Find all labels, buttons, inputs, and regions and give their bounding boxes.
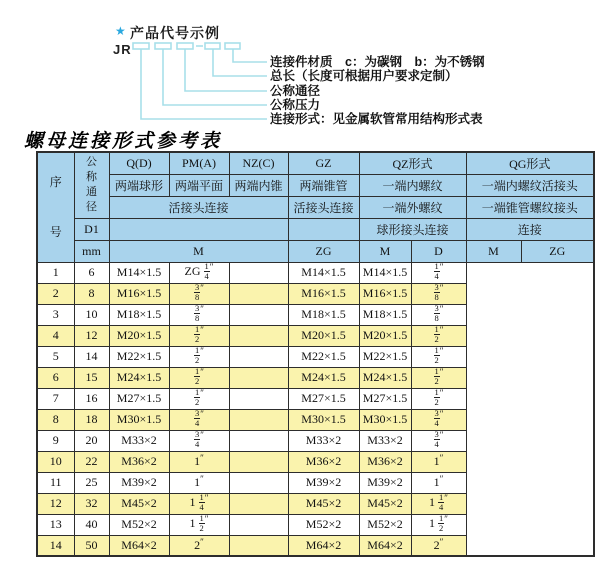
table-row (37, 430, 594, 451)
cell-qz-d: M20×1.5 (288, 325, 359, 346)
table-row (37, 367, 594, 388)
header-gz-connection: 活接头连接 (288, 196, 359, 218)
table-row (37, 472, 594, 493)
cell-qg-zg: 1 $\frac{1}{4}$ ″ (411, 493, 466, 514)
cell-diameter-mm: 18 (74, 409, 109, 430)
header-qg-m: M (466, 240, 521, 262)
code-box-1 (133, 43, 149, 49)
cell-qz-m (229, 514, 288, 535)
cell-diameter-mm: 40 (74, 514, 109, 535)
cell-qz-m (229, 262, 288, 283)
cell-qz-d: M14×1.5 (288, 262, 359, 283)
cell-thread-m: M14×1.5 (109, 262, 169, 283)
cell-qg-m: M45×2 (359, 493, 411, 514)
code-box-3 (177, 43, 193, 49)
cell-qg-m: M16×1.5 (359, 283, 411, 304)
cell-qz-m (229, 451, 288, 472)
header-qz-desc2: 一端外螺纹 (359, 196, 466, 218)
header-nz: NZ(C) (229, 152, 288, 174)
table-row (37, 346, 594, 367)
callout-line-3 (185, 49, 267, 91)
cell-qz-d: M24×1.5 (288, 367, 359, 388)
cell-gz-zg: $\frac{3}{8}$ ″ (169, 283, 229, 304)
table-header (37, 152, 594, 262)
header-union-connection: 活接头连接 (109, 196, 288, 218)
cell-serial: 13 (37, 514, 74, 535)
cell-serial: 10 (37, 451, 74, 472)
table-row (37, 388, 594, 409)
cell-diameter-mm: 50 (74, 535, 109, 556)
cell-qg-zg: 1 $\frac{1}{2}$ ″ (411, 514, 466, 535)
callout-diameter: 公称通径 (270, 84, 321, 98)
cell-qz-d: M36×2 (288, 451, 359, 472)
cell-thread-m: M27×1.5 (109, 388, 169, 409)
header-qg-zg: ZG (521, 240, 594, 262)
cell-thread-m: M30×1.5 (109, 409, 169, 430)
cell-qz-d: M22×1.5 (288, 346, 359, 367)
cell-qz-d: M16×1.5 (288, 283, 359, 304)
callout-line-5 (141, 49, 267, 119)
header-unit: mm (74, 240, 109, 262)
cell-diameter-mm: 20 (74, 430, 109, 451)
cell-qz-d: M39×2 (288, 472, 359, 493)
header-gz: GZ (288, 152, 359, 174)
header-d1: D1 (74, 218, 109, 240)
cell-qg-m: M27×1.5 (359, 388, 411, 409)
header-qz-connection: 球形接头连接 (359, 218, 466, 240)
table-row (37, 409, 594, 430)
cell-thread-m: M39×2 (109, 472, 169, 493)
header-qz-form: QZ形式 (359, 152, 466, 174)
cell-qg-zg: $\frac{1}{2}$ ″ (411, 346, 466, 367)
cell-qz-m (229, 430, 288, 451)
cell-thread-m: M45×2 (109, 493, 169, 514)
table-title: 螺母连接形式参考表 (24, 131, 223, 152)
cell-serial: 2 (37, 283, 74, 304)
cell-gz-zg: 2″ (169, 535, 229, 556)
table-row (37, 514, 594, 535)
header-m: M (109, 240, 288, 262)
cell-serial: 4 (37, 325, 74, 346)
cell-qg-m: M14×1.5 (359, 262, 411, 283)
header-serial: 序号 (37, 152, 74, 262)
cell-thread-m: M36×2 (109, 451, 169, 472)
cell-diameter-mm: 12 (74, 325, 109, 346)
cell-gz-zg: $\frac{1}{2}$ ″ (169, 388, 229, 409)
cell-thread-m: M33×2 (109, 430, 169, 451)
cell-thread-m: M16×1.5 (109, 283, 169, 304)
cell-qg-m: M33×2 (359, 430, 411, 451)
cell-qz-m (229, 493, 288, 514)
header-zg: ZG (288, 240, 359, 262)
cell-qg-m: M24×1.5 (359, 367, 411, 388)
cell-qz-d: M52×2 (288, 514, 359, 535)
cell-gz-zg: $\frac{3}{4}$ ″ (169, 409, 229, 430)
code-box-4 (205, 43, 220, 49)
cell-qg-zg: 2″ (411, 535, 466, 556)
table-row (37, 535, 594, 556)
cell-qz-m (229, 283, 288, 304)
callout-connection-form: 连接形式：见金属软管常用结构形式表 (270, 112, 483, 126)
cell-serial: 7 (37, 388, 74, 409)
cell-qz-m (229, 472, 288, 493)
callout-pressure: 公称压力 (270, 98, 321, 112)
cell-diameter-mm: 14 (74, 346, 109, 367)
code-box-5 (225, 43, 240, 49)
cell-gz-zg: 1 $\frac{1}{4}$ ″ (169, 493, 229, 514)
cell-gz-zg: ZG $\frac{1}{4}$ ″ (169, 262, 229, 283)
table-row (37, 304, 594, 325)
cell-qz-d: M18×1.5 (288, 304, 359, 325)
cell-diameter-mm: 25 (74, 472, 109, 493)
cell-qg-zg: 1″ (411, 451, 466, 472)
cell-thread-m: M64×2 (109, 535, 169, 556)
cell-thread-m: M22×1.5 (109, 346, 169, 367)
header-qg-form: QG形式 (466, 152, 594, 174)
cell-qg-m: M52×2 (359, 514, 411, 535)
cell-serial: 9 (37, 430, 74, 451)
cell-diameter-mm: 22 (74, 451, 109, 472)
cell-serial: 14 (37, 535, 74, 556)
header-qz-m: M (359, 240, 411, 262)
cell-qz-d: M45×2 (288, 493, 359, 514)
table-row (37, 283, 594, 304)
cell-qg-m: M18×1.5 (359, 304, 411, 325)
cell-qg-zg: $\frac{3}{8}$ ″ (411, 283, 466, 304)
header-qg-desc2: 一端锥管螺纹接头 (466, 196, 594, 218)
cell-diameter-mm: 10 (74, 304, 109, 325)
cell-gz-zg: $\frac{3}{4}$ ″ (169, 430, 229, 451)
table-row (37, 493, 594, 514)
header-nz-desc: 两端内锥 (229, 174, 288, 196)
header-diameter: 公称通径 (74, 152, 109, 218)
cell-gz-zg: 1 $\frac{1}{2}$ ″ (169, 514, 229, 535)
cell-gz-zg: $\frac{1}{2}$ ″ (169, 325, 229, 346)
cell-gz-zg: $\frac{3}{8}$ ″ (169, 304, 229, 325)
cell-qz-d: M30×1.5 (288, 409, 359, 430)
cell-qz-m (229, 367, 288, 388)
cell-gz-zg: $\frac{1}{2}$ ″ (169, 367, 229, 388)
cell-diameter-mm: 16 (74, 388, 109, 409)
star-icon: ★ (115, 24, 126, 38)
callout-length: 总长（长度可根据用户要求定制） (270, 69, 458, 83)
cell-serial: 1 (37, 262, 74, 283)
cell-gz-zg: 1″ (169, 451, 229, 472)
table-row (37, 325, 594, 346)
cell-qz-d: M64×2 (288, 535, 359, 556)
diagram-heading: 产品代号示例 (130, 25, 220, 41)
callout-line-1 (233, 49, 267, 62)
table-row (37, 262, 594, 283)
header-q: Q(D) (109, 152, 169, 174)
cell-qz-m (229, 304, 288, 325)
header-qg-desc1: 一端内螺纹活接头 (466, 174, 594, 196)
cell-thread-m: M52×2 (109, 514, 169, 535)
callout-line-4 (163, 49, 267, 105)
cell-qz-d: M27×1.5 (288, 388, 359, 409)
cell-qg-m: M39×2 (359, 472, 411, 493)
cell-serial: 5 (37, 346, 74, 367)
cell-serial: 6 (37, 367, 74, 388)
cell-serial: 8 (37, 409, 74, 430)
cell-qz-d: M33×2 (288, 430, 359, 451)
table-body (37, 262, 594, 556)
header-pm-desc: 两端平面 (169, 174, 229, 196)
cell-qg-zg: $\frac{3}{8}$ ″ (411, 304, 466, 325)
cell-qg-m: M64×2 (359, 535, 411, 556)
cell-qg-zg: $\frac{1}{2}$ ″ (411, 367, 466, 388)
header-blank-gz (288, 218, 359, 240)
callout-material: 连接件材质 c：为碳钢 b：为不锈钢 (270, 55, 485, 69)
cell-qg-zg: $\frac{1}{4}$ ″ (411, 262, 466, 283)
cell-thread-m: M20×1.5 (109, 325, 169, 346)
header-qz-d: D (411, 240, 466, 262)
cell-diameter-mm: 8 (74, 283, 109, 304)
cell-qg-zg: 1″ (411, 472, 466, 493)
cell-qg-zg: $\frac{1}{2}$ ″ (411, 325, 466, 346)
cell-qg-zg: $\frac{1}{2}$ ″ (411, 388, 466, 409)
header-qg-connection: 连接 (466, 218, 594, 240)
table-row (37, 451, 594, 472)
cell-diameter-mm: 32 (74, 493, 109, 514)
header-qz-desc1: 一端内螺纹 (359, 174, 466, 196)
header-blank-left (109, 218, 288, 240)
cell-qz-m (229, 535, 288, 556)
header-q-desc: 两端球形 (109, 174, 169, 196)
code-box-2 (155, 43, 171, 49)
cell-serial: 11 (37, 472, 74, 493)
cell-qg-m: M36×2 (359, 451, 411, 472)
cell-diameter-mm: 15 (74, 367, 109, 388)
cell-qg-zg: $\frac{3}{4}$ ″ (411, 430, 466, 451)
cell-thread-m: M18×1.5 (109, 304, 169, 325)
cell-qz-m (229, 388, 288, 409)
cell-qg-zg: $\frac{3}{4}$ ″ (411, 409, 466, 430)
cell-gz-zg: 1″ (169, 472, 229, 493)
cell-diameter-mm: 6 (74, 262, 109, 283)
cell-gz-zg: $\frac{1}{2}$ ″ (169, 346, 229, 367)
cell-qg-m: M20×1.5 (359, 325, 411, 346)
cell-thread-m: M24×1.5 (109, 367, 169, 388)
cell-qz-m (229, 409, 288, 430)
cell-qg-m: M30×1.5 (359, 409, 411, 430)
header-pm: PM(A) (169, 152, 229, 174)
nut-connection-reference-table (36, 151, 595, 557)
header-gz-desc: 两端锥管 (288, 174, 359, 196)
code-prefix: JR (113, 42, 132, 57)
cell-qz-m (229, 325, 288, 346)
cell-serial: 3 (37, 304, 74, 325)
cell-qz-m (229, 346, 288, 367)
cell-serial: 12 (37, 493, 74, 514)
cell-qg-m: M22×1.5 (359, 346, 411, 367)
